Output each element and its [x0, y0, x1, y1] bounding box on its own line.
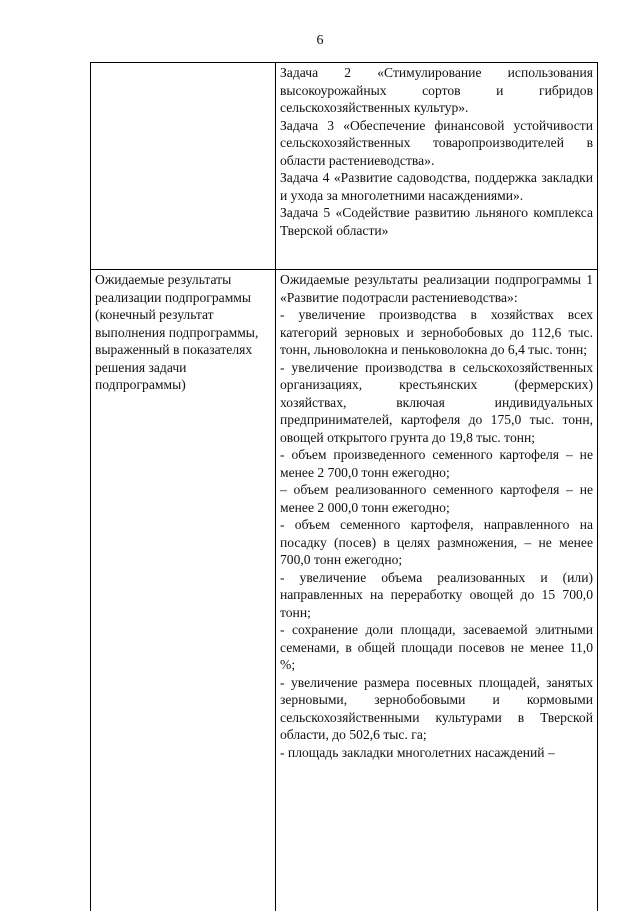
result-item: - увеличение объема реализованных и (или) направленных на переработку овощей до 15 700,0 тонн; — [280, 569, 593, 622]
result-item: - объем произведенного семенного картофеля – не менее 2 700,0 тонн ежегодно; — [280, 446, 593, 481]
result-item: – объем реализованного семенного картофеля – не менее 2 000,0 тонн ежегодно; — [280, 481, 593, 516]
task-2-text: Задача 2 «Стимулирование использования высокоурожайных сортов и гибридов сельскохозяйственных культур». — [280, 64, 593, 117]
result-item: - объем семенного картофеля, направленного на посадку (посев) в целях размножения, – не менее 700,0 тонн ежегодно; — [280, 516, 593, 569]
result-item: - увеличение размера посевных площадей, занятых зерновыми, зернобобовыми и кормовыми сельскохозяйственными культурами в Тверской области, до 502,6 тыс. га; — [280, 674, 593, 744]
result-item: - площадь закладки многолетних насаждений – — [280, 744, 593, 762]
table-row-tasks — [91, 63, 598, 270]
expected-results-cell — [276, 270, 598, 911]
task-4-text: Задача 4 «Развитие садоводства, поддержка закладки и ухода за многолетними насаждениями». — [280, 169, 593, 204]
result-item: - сохранение доли площади, засеваемой элитными семенами, в общей площади посевов не менее 11,0 %; — [280, 621, 593, 674]
result-item: - увеличение производства в сельскохозяйственных организациях, крестьянских (фермерских) хозяйствах, включая индивидуальных предпринимателей, картофеля до 175,0 тыс. тонн, овощей открытого грунта до 19,8 тыс. тонн; — [280, 359, 593, 447]
task-5-text: Задача 5 «Содействие развитию льняного комплекса Тверской области» — [280, 204, 593, 239]
row1-left-cell — [91, 63, 276, 270]
page-number: 6 — [0, 33, 640, 49]
table-row-expected-results — [91, 270, 598, 911]
task-3-text: Задача 3 «Обеспечение финансовой устойчивости сельскохозяйственных товаропроизводителей в области растениеводства». — [280, 117, 593, 170]
expected-results-label: Ожидаемые результаты реализации подпрограммы (конечный результат выполнения подпрограммы, выраженный в показателях решения задачи подпрограммы) — [91, 270, 276, 911]
results-intro: Ожидаемые результаты реализации подпрограммы 1 «Развитие подотрасли растениеводства»: — [280, 271, 593, 306]
program-table — [90, 62, 598, 911]
row1-right-cell — [276, 63, 598, 270]
result-item: - увеличение производства в хозяйствах всех категорий зерновых и зернобобовых до 112,6 тыс. тонн, льноволокна и пеньковолокна до 6,4 тыс. тонн; — [280, 306, 593, 359]
